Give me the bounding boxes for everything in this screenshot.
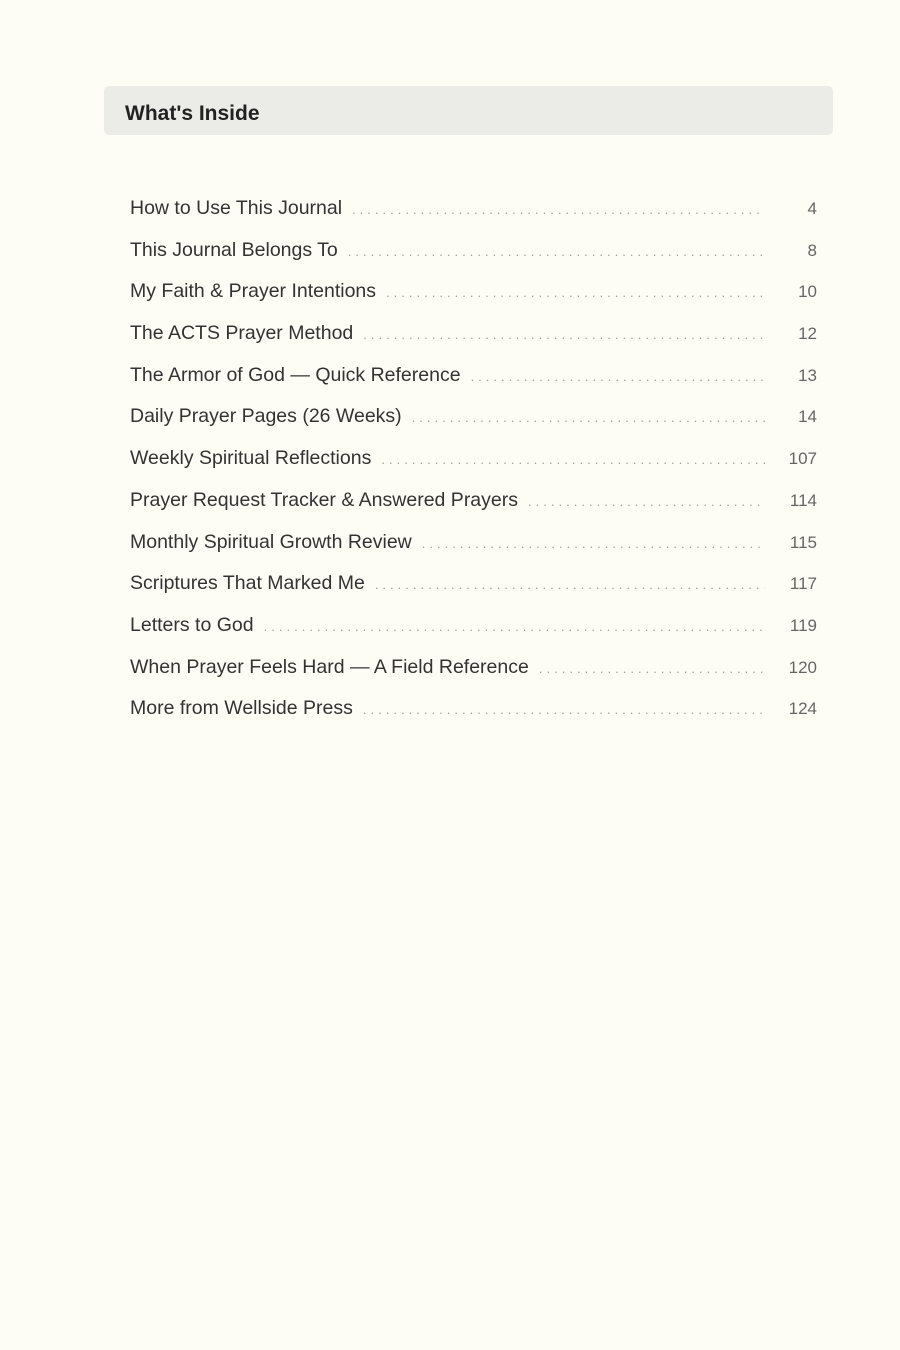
dot-leader [422, 530, 765, 558]
page-title: What's Inside [125, 102, 260, 125]
toc-entry-page: 124 [788, 699, 817, 719]
toc-entry-page: 115 [789, 532, 817, 552]
toc-entry-page: 8 [807, 240, 817, 260]
toc-entry-title: More from Wellside Press [130, 697, 353, 720]
toc-entry-page: 120 [788, 657, 817, 677]
dot-leader [471, 363, 765, 391]
toc-entry[interactable] [130, 319, 817, 361]
dot-leader [412, 404, 765, 432]
toc-entry-title: Scriptures That Marked Me [130, 572, 365, 595]
toc-entry-title: When Prayer Feels Hard — A Field Reference [130, 655, 529, 678]
toc-entry[interactable] [130, 569, 817, 611]
toc-entry[interactable] [130, 486, 817, 528]
toc-entry-title: Letters to God [130, 613, 254, 636]
dot-leader [528, 488, 765, 516]
toc-entry-page: 107 [788, 449, 817, 469]
toc-entry[interactable] [130, 236, 817, 278]
table-of-contents [130, 194, 817, 736]
toc-entry-title: The ACTS Prayer Method [130, 322, 354, 345]
section-header [104, 86, 833, 135]
toc-entry-title: Prayer Request Tracker & Answered Prayers [130, 488, 518, 511]
toc-entry[interactable] [130, 277, 817, 319]
toc-entry[interactable] [130, 653, 817, 695]
toc-entry[interactable] [130, 528, 817, 570]
toc-entry-title: How to Use This Journal [130, 197, 343, 219]
toc-entry-page: 10 [798, 282, 817, 302]
toc-entry-page: 119 [789, 615, 817, 635]
toc-entry[interactable] [130, 361, 817, 403]
toc-entry-title: Weekly Spiritual Reflections [130, 447, 372, 470]
dot-leader [352, 196, 765, 224]
toc-entry[interactable] [130, 611, 817, 653]
toc-entry[interactable] [130, 694, 817, 736]
dot-leader [381, 446, 765, 474]
dot-leader [348, 238, 765, 266]
toc-entry-page: 4 [807, 199, 817, 218]
toc-entry-title: Daily Prayer Pages (26 Weeks) [130, 405, 402, 428]
toc-entry-title: This Journal Belongs To [130, 238, 338, 261]
toc-entry[interactable] [130, 444, 817, 486]
toc-entry-title: The Armor of God — Quick Reference [130, 363, 461, 386]
dot-leader [375, 571, 765, 599]
dot-leader [386, 279, 765, 307]
toc-entry[interactable] [130, 402, 817, 444]
dot-leader [539, 655, 765, 683]
toc-entry-page: 14 [798, 407, 817, 427]
toc-entry-page: 114 [789, 490, 817, 510]
toc-entry-title: My Faith & Prayer Intentions [130, 280, 377, 303]
toc-entry[interactable] [130, 194, 817, 236]
toc-entry-page: 117 [789, 574, 817, 594]
dot-leader [363, 696, 765, 724]
dot-leader [264, 613, 765, 641]
toc-entry-page: 13 [798, 365, 817, 385]
dot-leader [363, 321, 765, 349]
toc-entry-page: 12 [798, 324, 817, 344]
toc-entry-title: Monthly Spiritual Growth Review [130, 530, 412, 553]
